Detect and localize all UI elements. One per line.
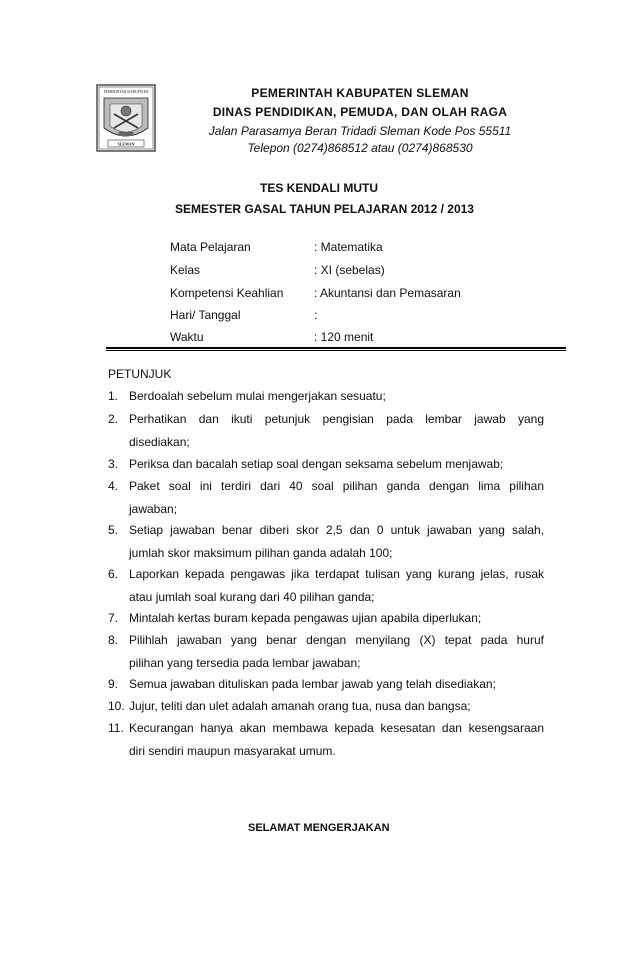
info-label: Waktu: [170, 330, 204, 344]
list-item-text-continued: pilihan yang tersedia pada lembar jawaban;: [129, 656, 361, 670]
list-item-text-continued: jumlah skor maksimum pilihan ganda adalah 100;: [129, 546, 393, 560]
pemerintah-kabupaten-sleman-emblem-icon: [96, 84, 156, 152]
list-item-text: Setiap jawaban benar diberi skor 2,5 dan 0 untuk jawaban yang salah,: [129, 523, 544, 537]
letterhead-line-1: PEMERINTAH KABUPATEN SLEMAN: [251, 86, 469, 100]
exam-title: TES KENDALI MUTU: [260, 181, 378, 195]
list-item-number: 7.: [108, 611, 119, 625]
list-item-number: 8.: [108, 633, 119, 647]
list-item-text: Jujur, teliti dan ulet adalah amanah orang tua, nusa dan bangsa;: [129, 699, 471, 713]
list-item-number: 9.: [108, 677, 119, 691]
list-item-text: Laporkan kepada pengawas jika terdapat tulisan yang kurang jelas, rusak: [129, 567, 544, 581]
info-label: Kelas: [170, 263, 201, 277]
info-value: : XI (sebelas): [314, 263, 385, 277]
list-item-number: 6.: [108, 567, 119, 581]
list-item-number: 2.: [108, 412, 119, 426]
list-item-number: 4.: [108, 479, 119, 493]
letterhead-phone: Telepon (0274)868512 atau (0274)868530: [247, 141, 473, 155]
info-value: :: [314, 308, 318, 322]
list-item-text-continued: disediakan;: [129, 435, 190, 449]
logo-text-top: PEMERINTAH KABUPATEN: [103, 90, 149, 94]
info-value: : 120 menit: [314, 330, 374, 344]
letterhead-line-2: DINAS PENDIDIKAN, PEMUDA, DAN OLAH RAGA: [212, 105, 508, 119]
list-item-text: Pilihlah jawaban yang benar dengan menyilang (X) tepat pada huruf: [129, 633, 544, 647]
list-item-text-continued: jawaban;: [129, 502, 178, 516]
letterhead-address: Jalan Parasamya Beran Tridadi Sleman Kode Pos 55511: [208, 124, 512, 138]
list-item-number: 10.: [108, 699, 125, 713]
list-item-text: Kecurangan hanya akan membawa kepada kesesatan dan kesengsaraan: [129, 721, 544, 735]
info-label: Mata Pelajaran: [170, 240, 251, 254]
list-item-number: 3.: [108, 457, 119, 471]
list-item-number: 1.: [108, 389, 119, 403]
closing-text: SELAMAT MENGERJAKAN: [248, 822, 390, 834]
instructions-title: PETUNJUK: [108, 367, 172, 381]
info-label: Kompetensi Keahlian: [170, 286, 284, 300]
logo-text-bottom: SLEMAN: [117, 141, 135, 147]
list-item-text: Semua jawaban dituliskan pada lembar jawab yang telah disediakan;: [129, 677, 496, 691]
list-item-number: 5.: [108, 523, 119, 537]
info-value: : Matematika: [314, 240, 383, 254]
info-label: Hari/ Tanggal: [170, 308, 241, 322]
list-item-text: Mintalah kertas buram kepada pengawas ujian apabila diperlukan;: [129, 611, 482, 625]
divider: [106, 347, 566, 351]
list-item-text-continued: atau jumlah soal kurang dari 40 pilihan ganda;: [129, 590, 375, 604]
list-item-text: Periksa dan bacalah setiap soal dengan seksama sebelum menjawab;: [129, 457, 504, 471]
info-value: : Akuntansi dan Pemasaran: [314, 286, 461, 300]
list-item-text: Berdoalah sebelum mulai mengerjakan sesuatu;: [129, 389, 386, 403]
exam-subtitle: SEMESTER GASAL TAHUN PELAJARAN 2012 / 2013: [175, 202, 474, 216]
list-item-text-continued: diri sendiri maupun masyarakat umum.: [129, 744, 336, 758]
list-item-text: Paket soal ini terdiri dari 40 soal pilihan ganda dengan lima pilihan: [129, 479, 544, 493]
list-item-text: Perhatikan dan ikuti petunjuk pengisian pada lembar jawab yang: [129, 412, 544, 426]
list-item-number: 11.: [108, 721, 124, 735]
